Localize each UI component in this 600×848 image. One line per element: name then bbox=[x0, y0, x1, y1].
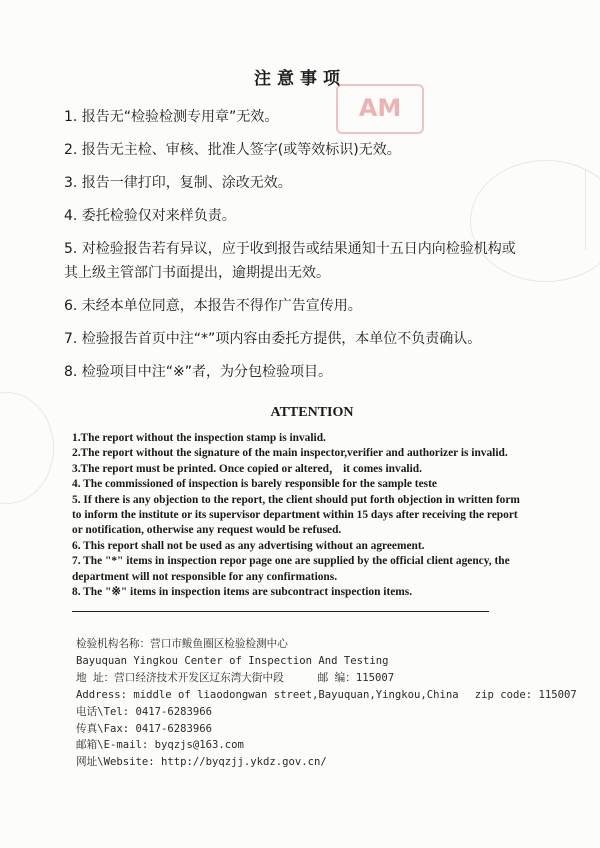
notice-en-6: 6. This report shall not be used as any advertising without an agreement. bbox=[72, 539, 425, 552]
notice-en-4: 4. The commissioned of inspection is barely responsible for the sample teste bbox=[72, 478, 437, 491]
notice-cn-2: 2. 报告无主检、审核、批准人签字(或等效标识)无效。 bbox=[64, 142, 401, 158]
email: 邮箱\E-mail: byqzjs@163.com bbox=[76, 739, 244, 752]
attention-title: ATTENTION bbox=[270, 405, 354, 420]
address-en-line bbox=[76, 687, 576, 704]
notice-en-1: 1.The report without the inspection stamp is invalid. bbox=[72, 432, 326, 444]
section-divider bbox=[72, 611, 489, 612]
telephone: 电话\Tel: 0417-6283966 bbox=[76, 705, 212, 718]
zip-code-en: zip code: 115007 bbox=[474, 688, 577, 701]
notice-en-3: 3.The report must be printed. Once copied or altered， it comes invalid. bbox=[72, 462, 422, 475]
contact-block bbox=[76, 636, 576, 771]
notice-list-en bbox=[72, 431, 560, 600]
institution-name-en: Bayuquan Yingkou Center of Inspection And Testing bbox=[76, 654, 389, 667]
notice-cn-1: 1. 报告无“检验检测专用章”无效。 bbox=[64, 109, 279, 125]
notice-en-5-cont-b: or notification, otherwise any request would be refused. bbox=[72, 524, 342, 537]
website: 网址\Website: http://byqzjj.ykdz.gov.cn/ bbox=[76, 756, 327, 769]
address-cn: 地 址：营口经济技术开发区辽东湾大街中段 bbox=[76, 671, 284, 684]
notice-en-8: 8. The "※" items in inspection items are subcontract inspection items. bbox=[72, 586, 413, 599]
notice-title-cn: 注意事项 bbox=[254, 69, 346, 89]
page-edge-shadow bbox=[585, 170, 600, 250]
notice-cn-3: 3. 报告一律打印，复制、涂改无效。 bbox=[64, 175, 292, 191]
notice-cn-4: 4. 委托检验仅对来样负责。 bbox=[64, 208, 236, 224]
notice-en-7: 7. The "*" items in inspection repor page one are supplied by the official client agency, the bbox=[72, 555, 510, 568]
notice-en-5-cont-a: to inform the institute or its supervisor department within 15 days after receiving the report bbox=[72, 509, 518, 522]
fax: 传真\Fax: 0417-6283966 bbox=[76, 722, 212, 735]
notice-cn-8: 8. 检验项目中注“※”者，为分包检验项目。 bbox=[64, 364, 333, 380]
notice-cn-5: 5. 对检验报告若有异议，应于收到报告或结果通知十五日内向检验机构或 bbox=[64, 241, 516, 257]
institution-name-cn: 检验机构名称：营口市鲅鱼圈区检验检测中心 bbox=[76, 638, 288, 650]
address-cn-line bbox=[76, 670, 576, 687]
am-logo-stamp: AM bbox=[336, 84, 424, 134]
notice-cn-7: 7. 检验报告首页中注“*”项内容由委托方提供，本单位不负责确认。 bbox=[64, 331, 482, 347]
notice-en-5: 5. If there is any objection to the report, the client should put forth objection in written form bbox=[72, 493, 520, 506]
notice-cn-5-cont: 其上级主管部门书面提出，逾期提出无效。 bbox=[64, 265, 330, 281]
postcode-cn: 邮 编：115007 bbox=[317, 671, 395, 684]
notice-list-cn bbox=[64, 108, 584, 396]
notice-en-7-cont: department will not responsible for any confirmations. bbox=[72, 570, 338, 583]
address-en: Address: middle of liaodongwan street,Bayuquan,Yingkou,China bbox=[76, 688, 459, 701]
notice-cn-6: 6. 未经本单位同意，本报告不得作广告宣传用。 bbox=[64, 298, 362, 314]
notice-en-2: 2.The report without the signature of the main inspector,verifier and authorizer is invalid. bbox=[72, 447, 508, 460]
